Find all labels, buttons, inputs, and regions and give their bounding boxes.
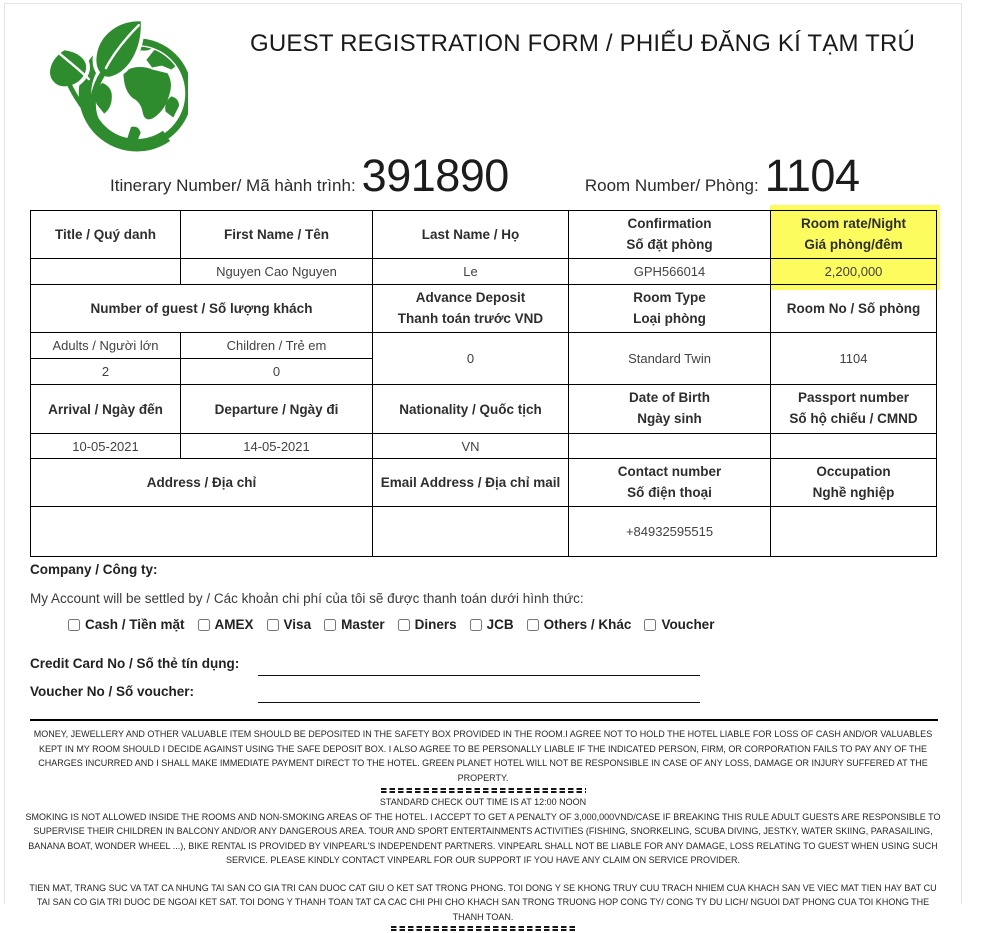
payment-method-visa[interactable]: Visa — [267, 617, 312, 632]
room-no-value-cell: 1104 — [771, 333, 937, 385]
contact-header-cell: Contact number Số điện thoại — [569, 459, 771, 507]
itinerary-number-value: 391890 — [361, 150, 509, 201]
payment-method-cash[interactable]: Cash / Tiền mặt — [68, 617, 185, 632]
checkout-time-text: STANDARD CHECK OUT TIME IS AT 12:00 NOON — [379, 797, 587, 807]
dashed-separator-bottom — [391, 926, 576, 931]
nationality-header-cell: Nationality / Quốc tịch — [373, 385, 569, 434]
first-name-value-cell: Nguyen Cao Nguyen — [181, 259, 373, 285]
table-row — [31, 507, 937, 557]
diners-checkbox[interactable] — [398, 619, 410, 631]
table-row — [31, 459, 937, 507]
itinerary-number-label: Itinerary Number/ Mã hành trình: — [110, 176, 356, 195]
terms-and-conditions — [25, 727, 941, 933]
payment-method-master[interactable]: Master — [324, 617, 385, 632]
table-row — [31, 285, 937, 333]
confirmation-header-cell: Confirmation Số đặt phòng — [569, 211, 771, 259]
cash-checkbox[interactable] — [68, 619, 80, 631]
credit-card-no-label: Credit Card No / Số thẻ tín dụng: — [30, 656, 240, 671]
contact-value-cell: +84932595515 — [569, 507, 771, 557]
amex-checkbox[interactable] — [198, 619, 210, 631]
last-name-value-cell: Le — [373, 259, 569, 285]
valuables-policy-text: MONEY, JEWELLERY AND OTHER VALUABLE ITEM SHOULD BE DEPOSITED IN THE SAFETY BOX PROVIDED IN THE ROOM.I AGREE NOT TO HOLD THE HOTEL LIABLE FOR LOSS OF CASH AND/OR VALUABLES KEPT IN MY ROOM SHOULD I DECIDE AGAINST USING THE SAFE DEPOSIT BOX. I ALSO AGREE TO BE PERSONALLY LIABLE IF THE INDICATED PERSON, FIRM, OR CORPORATION FAILS TO PAY ANY OF THE CHARGES INCURRED AND I SHALL MAKE IMMEDIATE PAYMENT DIRECT TO THE HOTEL. GREEN PLANET HOTEL WILL NOT BE RESPONSIBLE IN CASE OF ANY LOSS, DAMAGE OR INJURY SUFFERED AT THE PROPERTY. — [33, 729, 933, 783]
advance-deposit-header-cell: Advance Deposit Thanh toán trước VND — [373, 285, 569, 333]
vietnamese-policy-text: TIEN MAT, TRANG SUC VA TAT CA NHUNG TAI SAN CO GIA TRI CAN DUOC CAT GIU O KET SAT TRONG PHONG. TOI DONG Y SE KHONG TRUY CUU TRACH NHIEM CUA KHACH SAN VE VIEC MAT TIEN HAY BAT CU TAI SAN CO GIA TRI DUOC DE NGOAI KET SAT. TOI DONG Y THANH TOAN TAT CA CAC CHI PHI CHO KHACH SAN TRONG TRUONG HOP CONG TY/ CONG TY DU LICH/ NGUOI DAT PHONG CUA TOI KHONG THE THANH TOAN. — [29, 882, 937, 922]
address-value-cell — [31, 507, 373, 557]
advance-deposit-value-cell: 0 — [373, 333, 569, 385]
children-value-cell: 0 — [181, 359, 373, 385]
passport-value-cell — [771, 434, 937, 459]
others-checkbox[interactable] — [527, 619, 539, 631]
room-no-header-cell: Room No / Số phòng — [771, 285, 937, 333]
page-title: GUEST REGISTRATION FORM / PHIẾU ĐĂNG KÍ TẠM TRÚ — [250, 30, 916, 57]
room-type-value-cell: Standard Twin — [569, 333, 771, 385]
nationality-value-cell: VN — [373, 434, 569, 459]
occupation-header-cell: Occupation Nghề nghiệp — [771, 459, 937, 507]
address-header-cell: Address / Địa chỉ — [31, 459, 373, 507]
jcb-checkbox[interactable] — [470, 619, 482, 631]
adults-value-cell: 2 — [31, 359, 181, 385]
table-row — [31, 333, 937, 359]
title-header-cell: Title / Quý danh — [31, 211, 181, 259]
table-row — [31, 211, 937, 259]
room-type-header-cell: Room Type Loại phòng — [569, 285, 771, 333]
payment-method-voucher[interactable]: Voucher — [644, 617, 714, 632]
title-value-cell — [31, 259, 181, 285]
payment-method-jcb[interactable]: JCB — [470, 617, 514, 632]
payment-method-diners[interactable]: Diners — [398, 617, 457, 632]
passport-header-cell: Passport number Số hộ chiếu / CMND — [771, 385, 937, 434]
dashed-separator — [381, 788, 586, 793]
number-of-guest-header-cell: Number of guest / Số lượng khách — [31, 285, 373, 333]
table-row — [31, 385, 937, 434]
settlement-method-label: My Account will be settled by / Các khoản chi phí của tôi sẽ được thanh toán dưới hình thức: — [30, 591, 584, 606]
adults-label-cell: Adults / Người lớn — [31, 333, 181, 359]
payment-methods-row — [68, 617, 714, 632]
occupation-value-cell — [771, 507, 937, 557]
confirmation-value-cell: GPH566014 — [569, 259, 771, 285]
green-planet-logo-icon — [28, 8, 188, 152]
email-header-cell: Email Address / Địa chỉ mail — [373, 459, 569, 507]
departure-value-cell: 14-05-2021 — [181, 434, 373, 459]
table-row — [31, 259, 937, 285]
visa-checkbox[interactable] — [267, 619, 279, 631]
last-name-header-cell: Last Name / Họ — [373, 211, 569, 259]
room-number-value: 1104 — [764, 150, 860, 201]
reference-numbers — [110, 150, 860, 201]
arrival-value-cell: 10-05-2021 — [31, 434, 181, 459]
departure-header-cell: Departure / Ngày đi — [181, 385, 373, 434]
credit-card-no-input-line[interactable] — [258, 675, 700, 676]
first-name-header-cell: First Name / Tên — [181, 211, 373, 259]
children-label-cell: Children / Trẻ em — [181, 333, 373, 359]
room-rate-header-cell: Room rate/Night Giá phòng/đêm — [771, 211, 937, 259]
master-checkbox[interactable] — [324, 619, 336, 631]
dob-value-cell — [569, 434, 771, 459]
voucher-checkbox[interactable] — [644, 619, 656, 631]
smoking-policy-text: SMOKING IS NOT ALLOWED INSIDE THE ROOMS AND NON-SMOKING AREAS OF THE HOTEL. I ACCEPT TO GET A PENALTY OF 3,000,000VND/CASE IF BREAKING THIS RULE ADULT GUESTS ARE RESPONSIBLE TO SUPERVISE THEIR CHILDREN IN BALCONY AND/OR ANY DANGEROUS AREA. TOUR AND SPORT ENTERTAINMENTS ACTIVITIES (FISHING, SNORKELING, SCUBA DIVING, JESTKY, WATER SKIING, PARASAILING, BANANA BOAT, WONDER WHEEL ...), BIKE RENTAL IS PROVIDED BY VINPEARL'S INDEPENDENT PARTNERS. VINPEARL SHALL NOT BE LIABLE FOR ANY DAMAGE, LOSS RELATING TO GUEST WHEN USING SUCH SERVICE. PLEASE KINDLY CONTACT VINPEARL FOR OUR SUPPORT IF YOU HAVE ANY CLAIM ON SERVICE PROVIDER. — [25, 811, 941, 865]
email-value-cell — [373, 507, 569, 557]
terms-divider — [30, 719, 938, 721]
voucher-no-input-line[interactable] — [258, 702, 700, 703]
room-number-label: Room Number/ Phòng: — [584, 176, 759, 195]
company-label: Company / Công ty: — [30, 562, 158, 577]
registration-table — [30, 210, 937, 557]
payment-method-amex[interactable]: AMEX — [198, 617, 254, 632]
table-row — [31, 434, 937, 459]
voucher-no-label: Voucher No / Số voucher: — [30, 684, 195, 699]
room-rate-value-cell: 2,200,000 — [771, 259, 937, 285]
arrival-header-cell: Arrival / Ngày đến — [31, 385, 181, 434]
payment-method-others[interactable]: Others / Khác — [527, 617, 632, 632]
dob-header-cell: Date of Birth Ngày sinh — [569, 385, 771, 434]
